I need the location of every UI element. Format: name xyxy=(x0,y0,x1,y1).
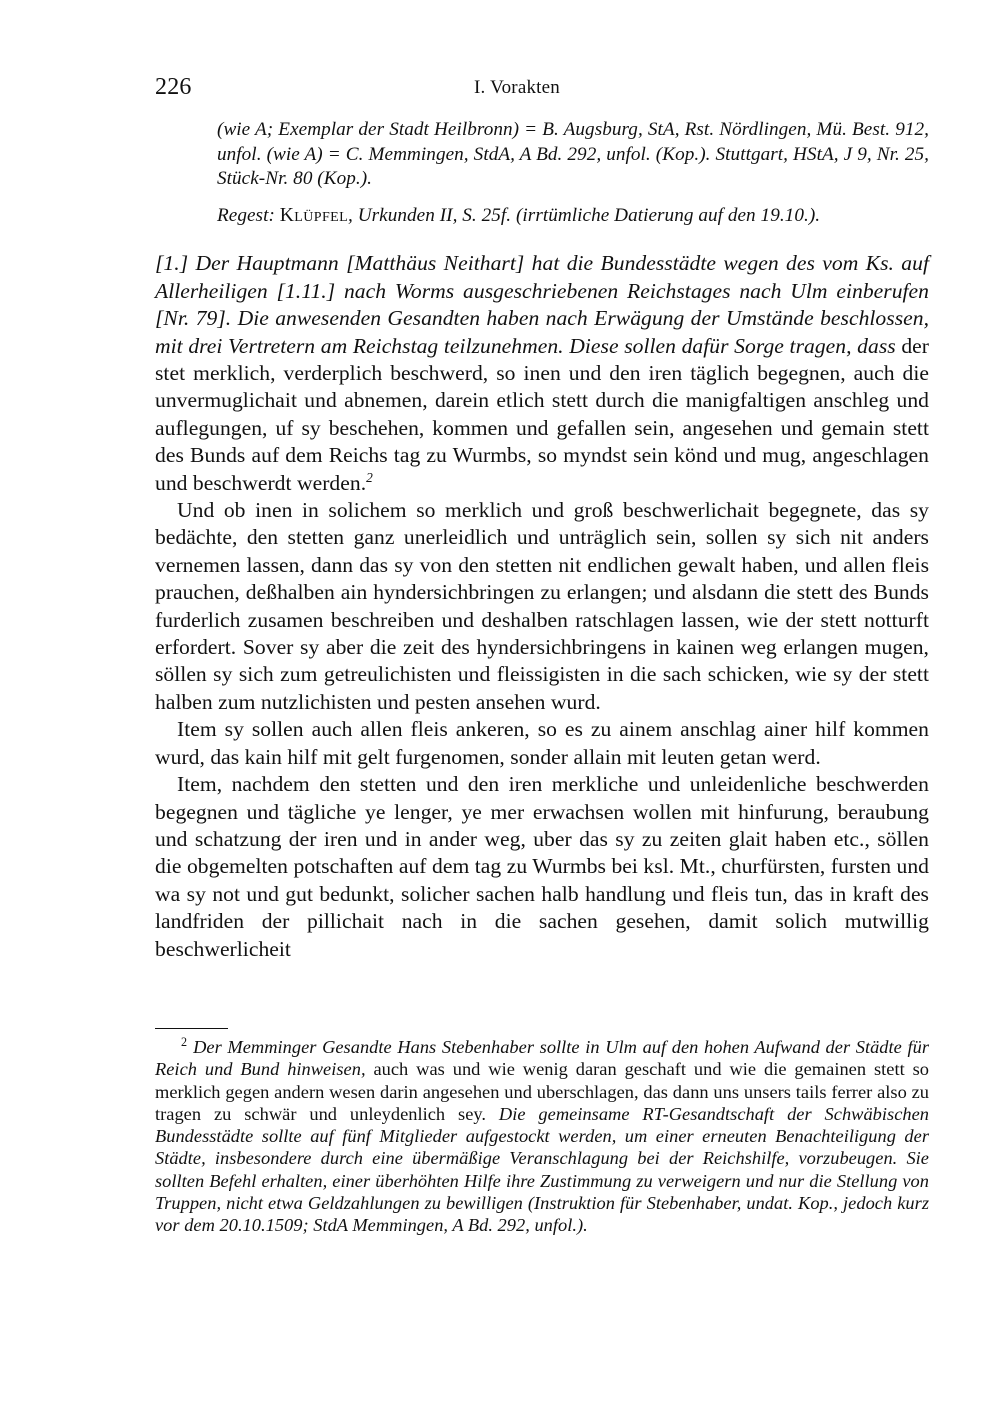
footnote-reference-2[interactable]: 2 xyxy=(366,469,373,485)
body-paragraph-3: Item, nachdem den stetten und den iren merkliche und unleidenliche beschwerden begegnen und tägliche ye lenger, ye mer erwachsen wollen mit hinfurung, beraubung und schatzung der iren und in ander weg, uber das sy zu zeiten glait haben etc., söllen die obgemelten potschaften auf dem tag zu Wurmbs bei ksl. Mt., churfürsten, fursten und wa sy not und gut bedunkt, solicher sachen halb handlung und fleis tun, das in kraft des landfriden der pillichait nach in die sachen gesehen, damit solich mutwillig beschwerlicheit xyxy=(155,772,929,961)
footnote-number: 2 xyxy=(181,1034,188,1049)
regest-citation: , Urkunden II, S. 25f. (irrtümliche Datierung auf den 19.10.). xyxy=(348,204,821,226)
summary-roman-text: der stet merklich, verderplich beschwerd, so inen und den iren täglich begegnen, auch die unvermuglichait und abnemen, darein etlich stett durch die manigfaltigen anschleg und auflegungen, uf sy beschehen, kommen und gefallen sein, angesehen und gemain stett des Bunds auf dem Reichs tag zu Wurmbs, so myndst sein könd und mug, angeschlagen und beschwerdt werden. xyxy=(155,333,929,495)
footnote-segment-italic-1: Der Memminger Gesandte Hans Stebenhaber sollte in Ulm auf den hohen Aufwand der Städte für Reich und Bund hinweisen, xyxy=(155,1037,929,1080)
footnote-area xyxy=(155,1028,929,1237)
footnote-segment-italic-2: Die gemeinsame RT-Gesandtschaft der Schwäbischen Bundesstädte sollte auf fünf Mitglieder aufgestockt werden, um einer erneuten Benachteiligung der Städte, insbesondere durch eine übermäßige Veranschlagung bei der Reichshilfe, vorzubeugen. Sie sollten Befehl erhalten, einer überhöhten Hilfe ihre Zustimmung zu verweigern und nur die Stellung von Truppen, nicht etwa Geldzahlungen zu bewilligen (Instruktion für Stebenhaber, undat. Kop., jedoch kurz vor dem 20.10.1509; StdA Memmingen, A Bd. 292, unfol.). xyxy=(155,1103,929,1236)
footnote-2 xyxy=(155,1036,929,1237)
body-paragraph-1: Und ob inen in solichem so merklich und groß beschwerlichait begegnete, das sy bedächte, den stetten ganz unerleidlich und unträglich sein, sollen sy sich nit anders vernemen lassen, dann das sy von den stetten nit endlichen gewalt haben, und allen fleis prauchen, deßhalben ain hyndersichbringen zu erlangen; und alsdann die stett des Bunds furderlich zusamen beschreiben und deshalben ratschlagen lassen, wie der stett notturft erfordert. Sover sy aber die zeit des hyndersichbringens in kainen weg erlangen mugen, söllen sy sich zum getreulichisten und fleissigisten in die sach schicken, wie sy der stett halben zum nutzlichisten und pesten ansehen wurd. xyxy=(155,498,929,714)
footnote-segment-roman-1: auch was und wie wenig daran geschaft und wie die gemainen stett so merklich gegen andern wesen darin angesehen und uberschlagen, das dann uns unsers tails ferrer also zu tragen zu schwär und unleydenlich sey. xyxy=(155,1059,930,1124)
regest-label: Regest: xyxy=(217,204,275,226)
footnote-separator-rule xyxy=(155,1028,228,1029)
running-head xyxy=(0,74,1004,100)
summary-paragraph xyxy=(155,250,929,497)
page-number: 226 xyxy=(155,74,192,100)
summary-italic-text: [1.] Der Hauptmann [Matthäus Neithart] hat die Bundesstädte wegen des vom Ks. auf Allerheiligen [1.11.] nach Worms ausgeschriebenen Reichstages nach Ulm einberufen [Nr. 79]. Die anwesenden Gesandten haben nach Erwägung der Umstände beschlossen, mit drei Vertretern am Reichstag teilzunehmen. Diese sollen dafür Sorge tragen, dass xyxy=(155,251,929,358)
regest-author: Klüpfel xyxy=(279,204,349,226)
running-title: I. Vorakten xyxy=(474,77,560,98)
provenance-block: (wie A; Exemplar der Stadt Heilbronn) = B. Augsburg, StA, Rst. Nördlingen, Mü. Best. 912, unfol. (wie A) = C. Memmingen, StdA, A Bd. 292, unfol. (Kop.). Stuttgart, HStA, J 9, Nr. 25, Stück-Nr. 80 (Kop.). xyxy=(217,119,929,190)
text-block xyxy=(155,118,929,963)
regest-block xyxy=(155,204,929,229)
body-paragraph-2: Item sy sollen auch allen fleis ankeren, so es zu ainem anschlag ainer hilf kommen wurd, das kain hilf mit gelt furgenomen, sonder allain mit leuten getan werd. xyxy=(155,717,929,769)
